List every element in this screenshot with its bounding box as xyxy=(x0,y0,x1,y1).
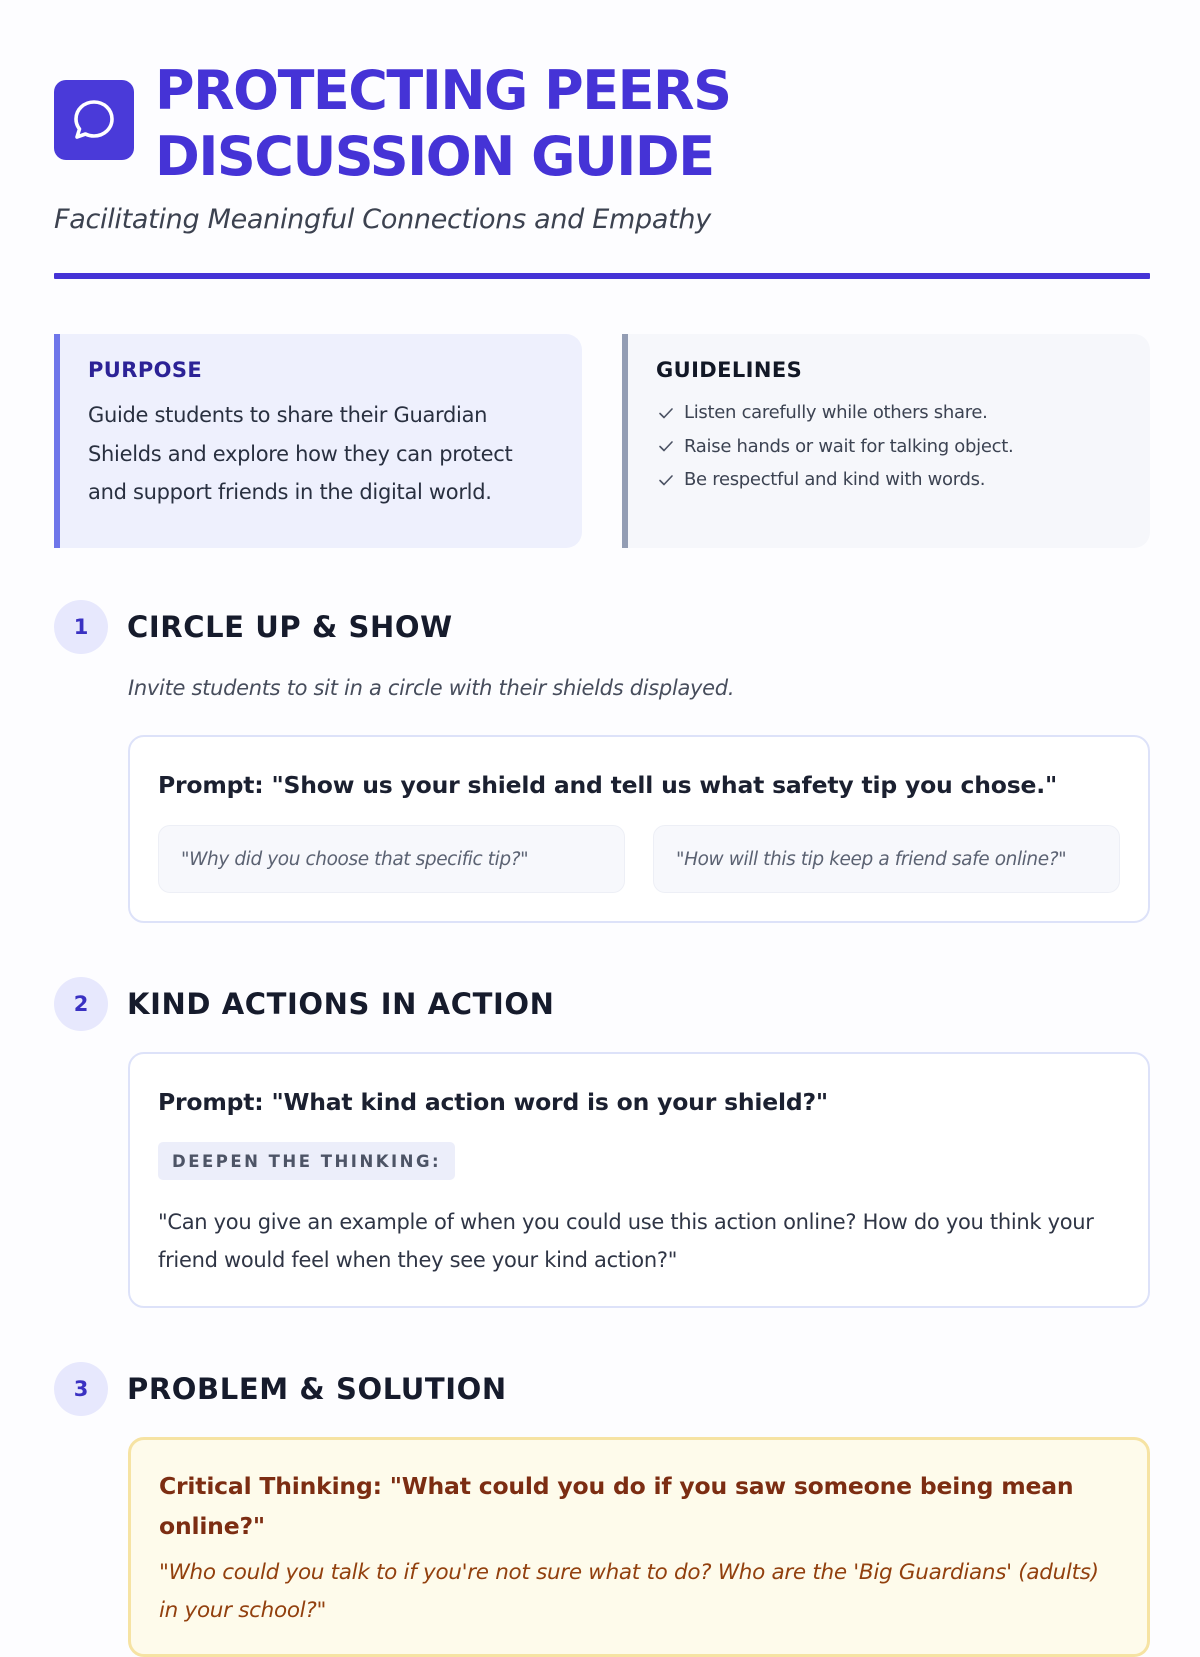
guideline-text: Listen carefully while others share. xyxy=(684,402,988,424)
title-line-1: PROTECTING PEERS xyxy=(155,59,731,122)
purpose-heading: PURPOSE xyxy=(88,358,203,382)
step-number-badge: 1 xyxy=(54,600,108,654)
section-1-prompt: Prompt: "Show us your shield and tell us what safety tip you chose." xyxy=(158,771,1058,799)
critical-thinking-prompt: Critical Thinking: "What could you do if you saw someone being mean online?" xyxy=(159,1472,1074,1540)
section-1-intro: Invite students to sit in a circle with their shields displayed. xyxy=(128,676,735,700)
section-3-title: PROBLEM & SOLUTION xyxy=(127,1372,507,1406)
section-3-header xyxy=(54,1363,507,1415)
guidelines-card xyxy=(622,334,1150,548)
purpose-card xyxy=(54,334,582,548)
critical-thinking-box xyxy=(128,1437,1150,1657)
section-2-prompt: Prompt: "What kind action word is on your shield?" xyxy=(158,1088,828,1116)
section-2-header xyxy=(54,978,554,1030)
followup-question-2: "How will this tip keep a friend safe online?" xyxy=(653,825,1120,893)
section-2-prompt-box xyxy=(128,1052,1150,1308)
section-2-title: KIND ACTIONS IN ACTION xyxy=(127,987,555,1021)
chat-bubble-icon-glyph xyxy=(70,96,118,144)
critical-thinking-followup: "Who could you talk to if you're not sure what to do? Who are the 'Big Guardians' (adults) in your school?" xyxy=(159,1560,1099,1623)
check-icon xyxy=(656,403,676,423)
deepen-thinking-text: "Can you give an example of when you could use this action online? How do you think your friend would feel when they see your kind action?" xyxy=(158,1210,1094,1272)
guideline-item xyxy=(656,463,1120,497)
section-1-header xyxy=(54,601,453,653)
page-subtitle: Facilitating Meaningful Connections and Empathy xyxy=(54,204,711,235)
guideline-item xyxy=(656,430,1120,464)
title-line-2: DISCUSSION GUIDE xyxy=(155,125,714,188)
step-number-badge: 2 xyxy=(54,977,108,1031)
guideline-item xyxy=(656,396,1120,430)
guideline-text: Raise hands or wait for talking object. xyxy=(684,435,1014,457)
deepen-thinking-label: DEEPEN THE THINKING: xyxy=(158,1142,455,1180)
followup-question-1: "Why did you choose that specific tip?" xyxy=(158,825,625,893)
chat-bubble-icon xyxy=(54,80,134,160)
section-1-title: CIRCLE UP & SHOW xyxy=(127,610,453,644)
guidelines-list xyxy=(656,396,1120,497)
page-title xyxy=(155,58,730,190)
check-icon xyxy=(656,470,676,490)
guideline-text: Be respectful and kind with words. xyxy=(684,469,986,491)
step-number-badge: 3 xyxy=(54,1362,108,1416)
purpose-text: Guide students to share their Guardian Shields and explore how they can protect and support friends in the digital world. xyxy=(88,403,513,504)
check-icon xyxy=(656,436,676,456)
guidelines-heading: GUIDELINES xyxy=(656,358,803,382)
header-divider xyxy=(54,273,1150,279)
section-1-prompt-box xyxy=(128,735,1150,923)
